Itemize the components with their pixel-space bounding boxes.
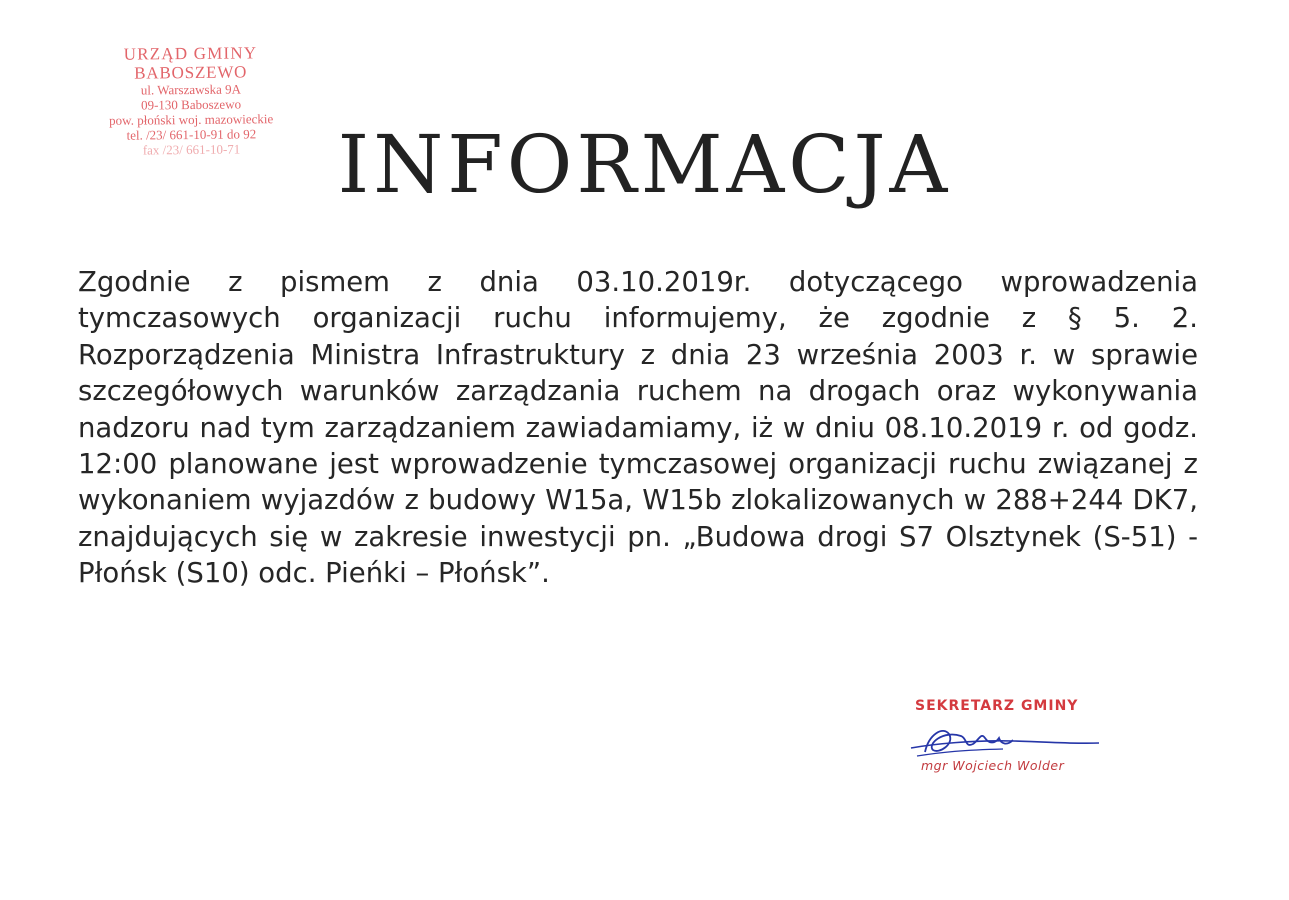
- signatory-name: mgr Wojciech Wolder: [921, 758, 1065, 773]
- stamp-postal-code: 09-130 Baboszewo: [140, 96, 242, 113]
- handwritten-signature: [903, 714, 1103, 762]
- document-body: Zgodnie z pismem z dnia 03.10.2019r. dotyczącego wprowadzenia tymczasowych organizacji ruchu informujemy, że zgodnie z § 5. 2. Rozporządzenia Ministra Infrastruktury z dnia 23 września 2003 r. w sprawie szczegółowych warunków zarządzania ruchem na drogach oraz wykonywania nadzoru nad tym zarządzaniem zawiadamiamy, iż w dniu 08.10.2019 r. od godz. 12:00 planowane jest wprowadzenie tymczasowej organizacji ruchu związanej z wykonaniem wyjazdów z budowy W15a, W15b zlokalizowanych w 288+244 DK7, znajdujących się w zakresie inwestycji pn. „Budowa drogi S7 Olsztynek (S-51) - Płońsk (S10) odc. Pieńki – Płońsk”.: [78, 266, 1198, 590]
- stamp-office-name: URZĄD GMINY: [123, 43, 258, 64]
- stamp-phone: tel. /23/ 661-10-91 do 92: [126, 126, 257, 143]
- document-title: INFORMACJA: [337, 118, 952, 211]
- signature-block: [895, 690, 1115, 790]
- stamp-street: ul. Warszawska 9A: [140, 81, 242, 98]
- signature-title: SEKRETARZ GMINY: [915, 698, 1079, 714]
- stamp-fax: fax /23/ 661-10-71: [142, 141, 241, 158]
- stamp-municipality: BABOSZEWO: [134, 62, 248, 83]
- stamp-county: pow. płoński woj. mazowieckie: [109, 111, 274, 128]
